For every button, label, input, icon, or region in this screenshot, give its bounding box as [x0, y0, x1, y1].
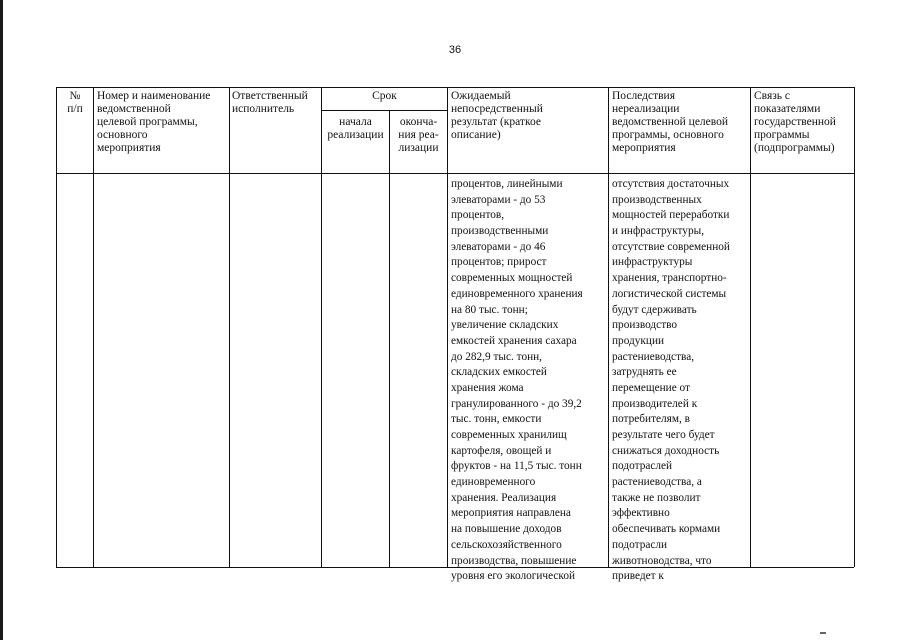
col-border — [93, 87, 94, 567]
col-border — [447, 87, 448, 567]
header-result: Ожидаемый непосредственный результат (краткое описание) — [451, 90, 543, 141]
col-border — [854, 87, 855, 567]
header-num: № п/п — [67, 90, 83, 115]
header-executor: Ответственный исполнитель — [232, 90, 308, 115]
col-border — [608, 87, 609, 567]
col-border — [389, 110, 390, 567]
header-consequences: Последствия нереализации ведомственной целевой программы, основного мероприятия — [612, 90, 729, 154]
col-border — [56, 87, 57, 567]
header-link: Связь с показателями государственной программы (подпрограммы) — [754, 90, 836, 154]
page-number: 36 — [448, 44, 462, 56]
row-consequences-text: отсутствия достаточных производственных мощностей переработки и инфраструктуры, отсутствие современной инфраструктуры хранения, транспортно- логистической системы будут сдерживать производство продукции растениеводства, затруднять ее перемещение от производителей к потребителям, в результате чего будет снижаться доходность подотраслей растениеводства, а также не позволит эффективно обеспечивать кормами подотрасли животноводства, что приведет к — [612, 178, 730, 583]
header-term: Срок — [372, 90, 397, 102]
header-term-end: оконча- ния реа- лизации — [398, 116, 439, 154]
row-result-text: процентов, линейными элеваторами - до 53 процентов, производственными элеваторами - до 46 процентов; прирост современных мощностей единовременного хранения на 80 тыс. тонн; увеличение складских емкостей хранения сахара до 282,9 тыс. тонн, складских емкостей хранения жома гранулированного - до 39,2 тыс. тонн, емкости современных хранилищ картофеля, овощей и фруктов - на 11,5 тыс. тонн единовременного хранения. Реализация мероприятия направлена на повышение доходов сельскохозяйственного производства, повышение уровня его экологической — [451, 178, 583, 583]
col-border — [321, 87, 322, 567]
col-border — [750, 87, 751, 567]
term-subheader-border — [321, 110, 447, 111]
header-program: Номер и наименование ведомственной целевой программы, основного мероприятия — [97, 90, 211, 154]
header-bottom-border — [56, 173, 854, 174]
col-border — [229, 87, 230, 567]
table-top-border — [56, 87, 854, 88]
header-term-start: начала реализации — [327, 116, 384, 141]
